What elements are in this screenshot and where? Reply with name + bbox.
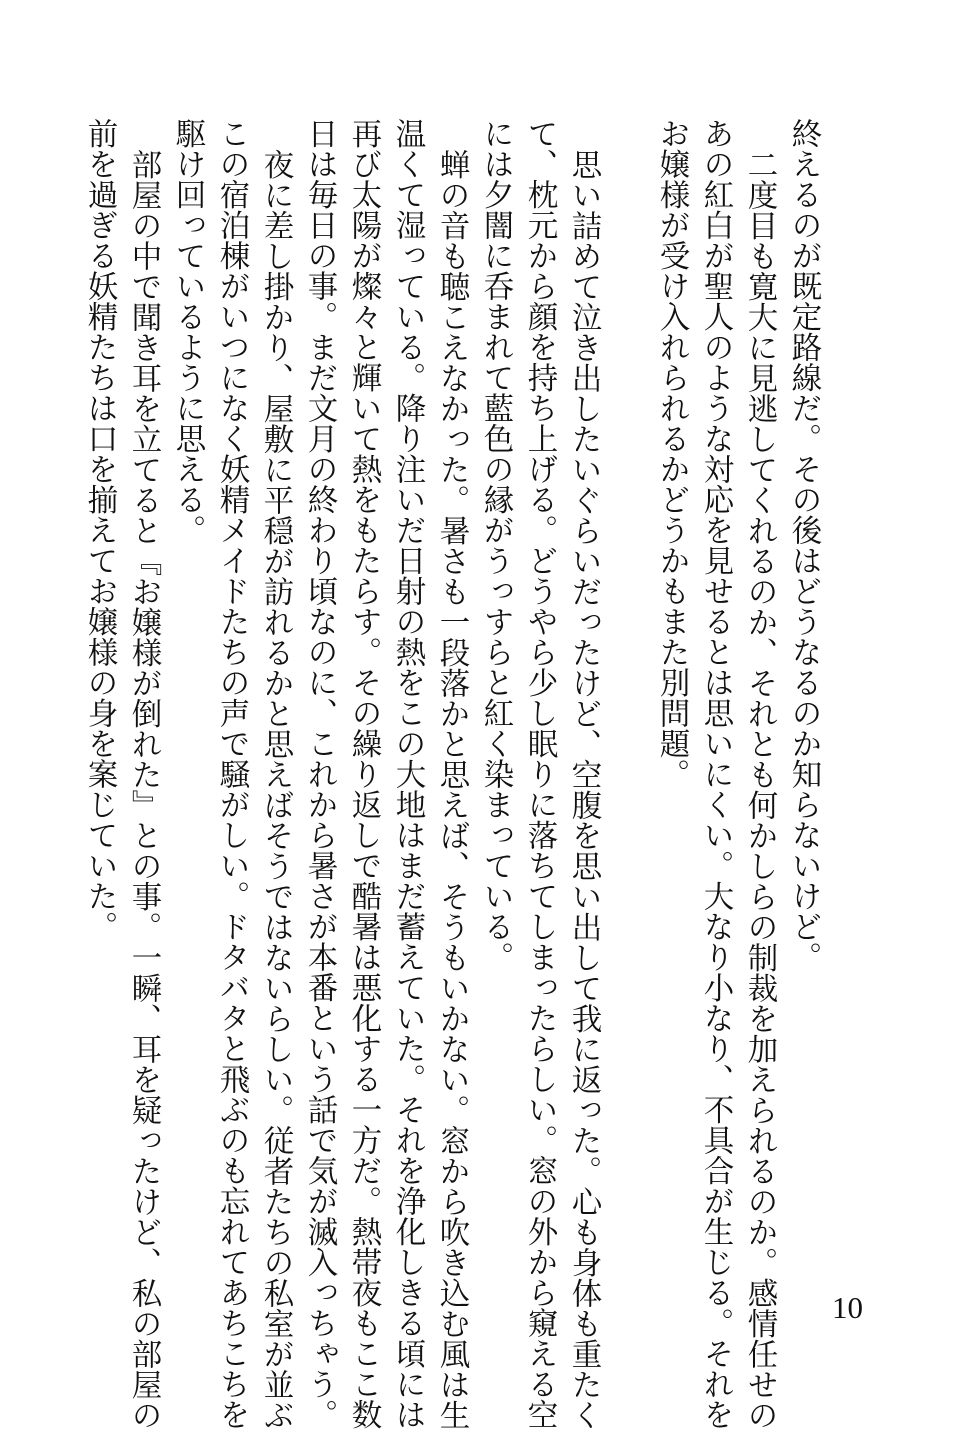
text-line: 再び太陽が燦々と輝いて熱をもたらす。その繰り返しで酷暑は悪化する一方だ。熱帯夜もここ数 <box>346 118 381 1430</box>
text-line: 日は毎日の事。まだ文月の終わり頃なのに、これから暑さが本番という話で気が滅入っちゃう。 <box>302 118 337 1430</box>
text-line: 夜に差し掛かり、屋敷に平穏が訪れるかと思えばそうではないらしい。従者たちの私室が並ぶ <box>258 148 293 1430</box>
text-line: 駆け回っているように思える。 <box>170 118 205 545</box>
paragraph-break <box>605 118 649 1248</box>
text-line: 蝉の音も聴こえなかった。暑さも一段落かと思えば、そうもいかない。窓から吹き込む風は生 <box>434 148 469 1430</box>
text-line: この宿泊棟がいつになく妖精メイドたちの声で騒がしい。ドタバタと飛ぶのも忘れてあちこちを <box>214 118 249 1430</box>
text-line: 前を過ぎる妖精たちは口を揃えてお嬢様の身を案じていた。 <box>82 118 117 942</box>
text-line: て、枕元から顔を持ち上げる。どうやら少し眠りに落ちてしまったらしい。窓の外から窺える空 <box>522 118 557 1430</box>
vertical-text-block <box>77 118 825 1430</box>
text-line: あの紅白が聖人のような対応を見せるとは思いにくい。大なり小なり、不具合が生じる。それを <box>698 118 733 1430</box>
text-line: 思い詰めて泣き出したいぐらいだったけど、空腹を思い出して我に返った。心も身体も重たく <box>566 148 601 1430</box>
page-number: 10 <box>832 1290 863 1325</box>
text-line: 終えるのが既定路線だ。その後はどうなるのか知らないけど。 <box>786 118 821 972</box>
text-line: 温くて湿っている。降り注いだ日射の熱をこの大地はまだ蓄えていた。それを浄化しきる頃には <box>390 118 425 1430</box>
text-line: 部屋の中で聞き耳を立てると『お嬢様が倒れた』との事。一瞬、耳を疑ったけど、私の部屋の <box>126 148 161 1430</box>
text-line: には夕闇に呑まれて藍色の縁がうっすらと紅く染まっている。 <box>478 118 513 972</box>
text-line: お嬢様が受け入れられるかどうかもまた別問題。 <box>654 118 689 789</box>
text-line: 二度目も寛大に見逃してくれるのか、それとも何かしらの制裁を加えられるのか。感情任せの <box>742 148 777 1430</box>
